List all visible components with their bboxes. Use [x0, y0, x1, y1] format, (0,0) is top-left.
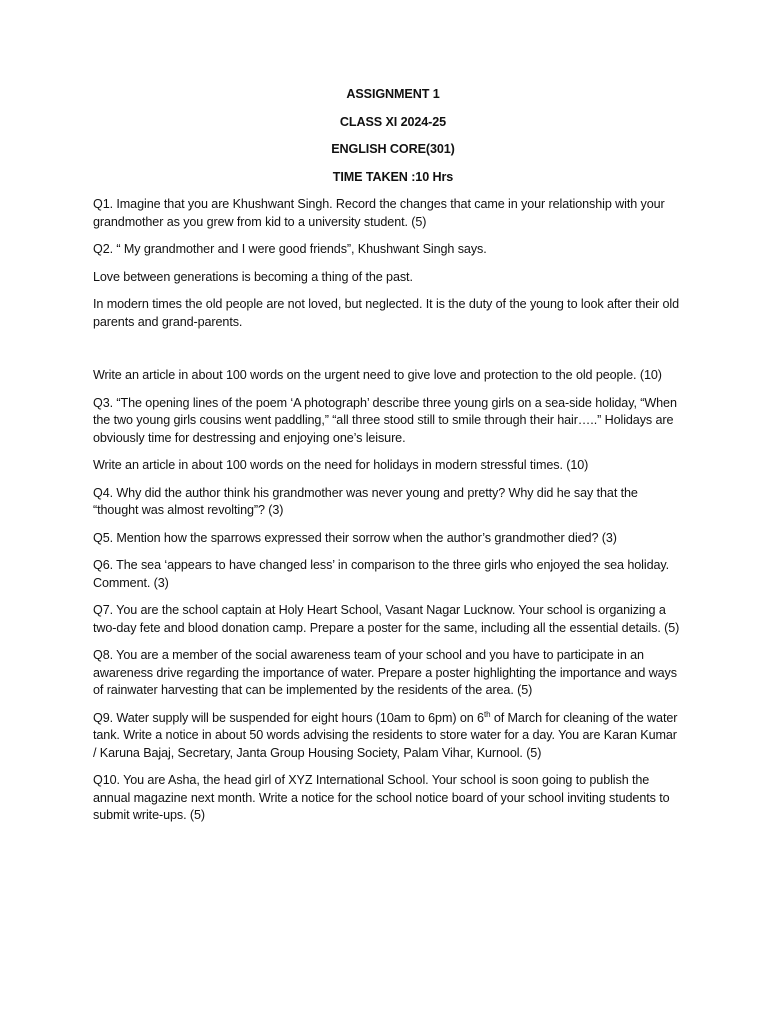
- question-6: Q6. The sea ‘appears to have changed less’ in comparison to the three girls who enjoyed the sea holiday. Comment. (3): [93, 558, 670, 590]
- assignment-document: [93, 86, 683, 835]
- question-10: Q10. You are Asha, the head girl of XYZ International School. Your school is soon going to publish the annual magazine next month. Write a notice for the school notice board of your school inviting students to submit write-ups. (5): [93, 773, 670, 822]
- question-2-task: Write an article in about 100 words on the urgent need to give love and protection to the old people. (10): [93, 368, 662, 382]
- ordinal-suffix: th: [483, 709, 491, 719]
- class-heading: CLASS XI 2024-25: [339, 114, 447, 129]
- question-3: Q3. “The opening lines of the poem ‘A photograph’ describe three young girls on a sea-side holiday, “When the two young girls cousins went paddling,” “all three stood still to smile through their hair…..” Holidays are obviously time for destressing and enjoying one’s leisure.: [93, 395, 677, 445]
- subject-heading: ENGLISH CORE(301): [331, 142, 455, 156]
- question-2-context: In modern times the old people are not loved, but neglected. It is the duty of the young to look after their old parents and grand-parents.: [93, 297, 679, 329]
- assignment-title: ASSIGNMENT 1: [346, 87, 440, 101]
- question-5: Q5. Mention how the sparrows expressed their sorrow when the author’s grandmother died? (3): [93, 530, 617, 545]
- question-9-start: Q9. Water supply will be suspended for eight hours (10am to 6pm) on 6: [93, 710, 484, 725]
- question-2-statement: Love between generations is becoming a thing of the past.: [93, 269, 413, 284]
- question-1: Q1. Imagine that you are Khushwant Singh. Record the changes that came in your relationship with your grandmother as you grew from kid to a university student. (5): [93, 197, 665, 229]
- question-9: [93, 710, 683, 763]
- question-2-intro: Q2. “ My grandmother and I were good friends”, Khushwant Singh says.: [93, 242, 487, 256]
- question-8: Q8. You are a member of the social awareness team of your school and you have to participate in an awareness drive regarding the importance of water. Prepare a poster highlighting the importance and ways of rainwater harvesting that can be implemented by the residents of the area. (5): [93, 648, 677, 697]
- question-3-task: Write an article in about 100 words on the need for holidays in modern stressful times. (10): [93, 458, 589, 472]
- question-4: Q4. Why did the author think his grandmother was never young and pretty? Why did he say that the “thought was almost revolting”? (3): [93, 485, 638, 517]
- question-7: Q7. You are the school captain at Holy Heart School, Vasant Nagar Lucknow. Your school is organizing a two-day fete and blood donation camp. Prepare a poster for the same, including all the essential details. (5): [93, 603, 680, 635]
- question-9-end: of March for cleaning of the water tank. Write a notice in about 50 words advising the residents to store water for a day. You are Karan Kumar / Karuna Bajaj, Secretary, Janta Group Housing Society, Palam Vihar, Kurnool. (5): [93, 710, 678, 760]
- blank-spacer: [93, 341, 683, 367]
- time-heading: TIME TAKEN :10 Hrs: [332, 169, 454, 184]
